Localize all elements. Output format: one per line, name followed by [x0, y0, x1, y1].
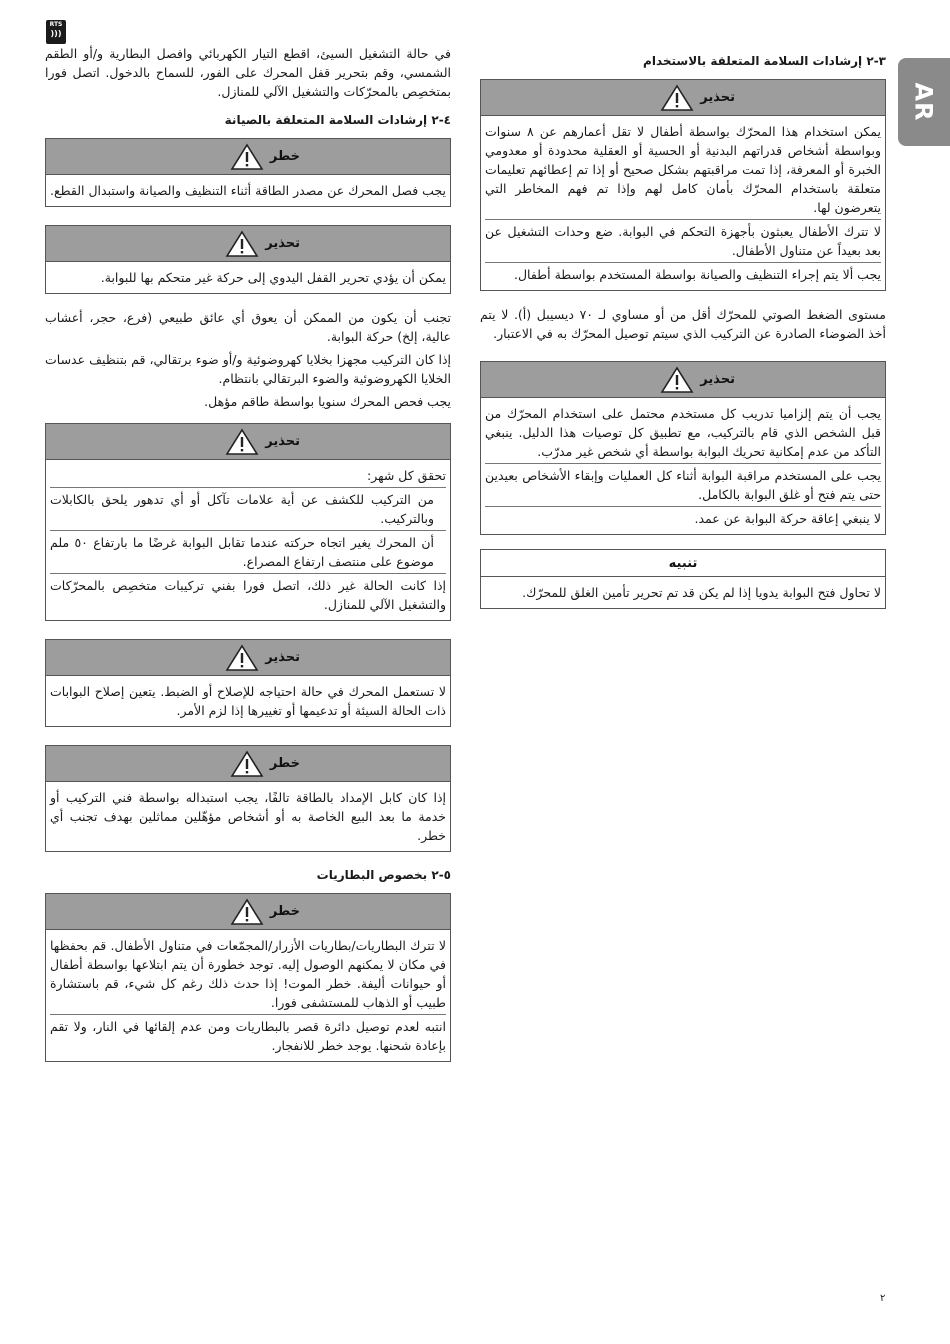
warning-text: يجب على المستخدم مراقبة البوابة أثناء كل العمليات وإبقاء الأشخاص بعيدين حتى يتم فتح أو غلق البوابة بالكامل.	[485, 463, 881, 506]
warning-triangle-icon	[660, 84, 694, 112]
warning-box-body	[481, 398, 885, 534]
caution-text: لا تحاول فتح البوابة يدويا إذا لم يكن قد تم تحرير تأمين الغلق للمحرّك.	[522, 585, 881, 600]
warning-label: تحذير	[265, 434, 300, 449]
rts-logo	[46, 20, 66, 44]
warning-triangle-icon	[225, 644, 259, 672]
malfunction-paragraph: في حالة التشغيل السيئ، اقطع التيار الكهربائي وافصل البطارية و/أو الطقم الشمسي، وقم بتحرير قفل المحرك على الفور، للسماح بالدخول. اتصل فورا بمتخصِص بالمحرّكات والتشغيل الآلي للمنازل.	[45, 46, 451, 99]
warning-text: تحقق كل شهر:	[366, 468, 446, 483]
warning-box-body	[46, 676, 450, 726]
danger-box-body	[46, 782, 450, 851]
danger-label: خطر	[269, 149, 300, 164]
warning-text: لا تترك الأطفال يعبثون بأجهزة التحكم في البوابة. ضع وحدات التشغيل عن بعد بعيداً عن متناول الأطفال.	[485, 219, 881, 262]
warning-text: يجب ألا يتم إجراء التنظيف والصيانة بواسطة المستخدم بواسطة أطفال.	[485, 262, 881, 286]
warning-label: تحذير	[265, 236, 300, 251]
photocell-paragraph: إذا كان التركيب مجهزا بخلايا كهروضوئية و/أو ضوء برتقالي، قم بتنظيف عدسات الخلايا الكهروضوئية والضوء البرتقالي بانتظام.	[45, 352, 451, 386]
danger-box-body	[46, 175, 450, 206]
danger-text: يجب فصل المحرك عن مصدر الطاقة أثناء التنظيف والصيانة واستبدال القطع.	[50, 183, 446, 198]
danger-text: انتبه لعدم توصيل دائرة قصر بالبطاريات ومن عدم إلقائها في النار، ولا تقم بإعادة شحنها. يوجد خطر للانفجار.	[50, 1014, 446, 1057]
warning-box-header	[46, 226, 450, 262]
warning-box-body	[481, 116, 885, 290]
warning-triangle-icon	[225, 428, 259, 456]
warning-box-manual-release	[45, 225, 451, 294]
warning-box-usage	[480, 79, 886, 291]
warning-text: يجب أن يتم إلزاميا تدريب كل مستخدم محتمل على استخدام المحرّك من قبل الشخص الذي قام بالتركيب، مع تطبيق كل توصيات هذا الدليل. ينبغي التأكد من عدم إمكانية تحريك البوابة بواسطة أي شخص غير مدرّب.	[485, 406, 881, 459]
danger-box-header	[46, 894, 450, 930]
danger-box-maintenance	[45, 138, 451, 207]
warning-triangle-icon	[230, 898, 264, 926]
language-tab-label: AR	[910, 82, 938, 122]
noise-level-paragraph: مستوى الضغط الصوتي للمحرّك أقل من أو مساوي لـ ٧٠ ديسيبل (أ). لا يتم أخذ الضوضاء الصادرة عن التركيب الذي سيتم توصيل المحرّك به في الاعتبار.	[480, 307, 886, 341]
danger-text: لا تترك البطاريات/بطاريات الأزرار/المجمّعات في متناول الأطفال. قم بحفظها في مكان لا يمكنهم الوصول إليه. توجد خطورة أن يتم ابتلاعها بواسطة أطفال أو حيوانات أليفة. خطر الموت! إذا حدث ذلك رغم كل شيء، قم باستشارة طبيب أو الذهاب للمستشفى فورا.	[50, 938, 446, 1010]
warning-text: يمكن أن يؤدي تحرير القفل اليدوي إلى حركة غير متحكم بها للبوابة.	[100, 270, 446, 285]
warning-box-body	[46, 460, 450, 620]
warning-subitem: أن المحرك يغير اتجاه حركته عندما تقابل البوابة غرضًا ما بارتفاع ٥٠ ملم موضوع على منتصف ارتفاع المصراع.	[50, 530, 446, 573]
section-heading-5-2: ٥-٢ بخصوص البطاريات	[316, 868, 451, 882]
warning-text: لا تستعمل المحرك في حالة احتياجه للإصلاح أو الضبط. يتعين إصلاح البوابات ذات الحالة السيئة أو تدعيمها أو تغييرها إذا لزم الأمر.	[50, 684, 446, 718]
danger-label: خطر	[269, 904, 300, 919]
danger-text: إذا كان كابل الإمداد بالطاقة تالفًا، يجب استبداله بواسطة فني التركيب أو خدمة ما بعد البيع الخاصة به أو أشخاص مؤهّلين مماثلين بهدف تجنب أي خطر.	[50, 790, 446, 843]
caution-box	[480, 549, 886, 609]
danger-box-header	[46, 746, 450, 782]
caution-box-body	[481, 577, 885, 608]
warning-box-body	[46, 262, 450, 293]
warning-triangle-icon	[230, 750, 264, 778]
warning-box-header	[481, 80, 885, 116]
caution-label: تنبيه	[668, 555, 698, 571]
obstacle-paragraph: تجنب أن يكون من الممكن أن يعوق أي عائق طبيعي (فرع، حجر، أعشاب عالية، إلخ) حركة البوابة.	[45, 310, 451, 344]
danger-label: خطر	[269, 756, 300, 771]
warning-box-header	[46, 424, 450, 460]
warning-label: تحذير	[700, 90, 735, 105]
caution-box-header	[481, 550, 885, 577]
language-tab	[898, 58, 950, 146]
warning-box-header	[46, 640, 450, 676]
warning-triangle-icon	[660, 366, 694, 394]
warning-box-repair	[45, 639, 451, 727]
warning-text: إذا كانت الحالة غير ذلك، اتصل فورا بفني تركيبات متخصِص بالمحرّكات والتشغيل الآلي للمنازل.	[50, 573, 446, 616]
warning-text: يمكن استخدام هذا المحرّك بواسطة أطفال لا تقل أعمارهم عن ٨ سنوات وبواسطة أشخاص قدراتهم البدنية أو الحسية أو العقلية محدودة أو معدومي الخبرة أو المعرفة، إذا تمت مراقبتهم بشكل صحيح أو إذا تم إعطائهم تعليمات متعلقة باستخدام المحرّك بأمان كامل لهم وإذا تم فهم المخاطر التي يتعرضون لها.	[485, 124, 881, 215]
section-heading-3-2: ٣-٢ إرشادات السلامة المتعلقة بالاستخدام	[643, 54, 886, 68]
section-heading-4-2: ٤-٢ إرشادات السلامة المتعلقة بالصيانة	[224, 113, 451, 127]
warning-box-monthly-check	[45, 423, 451, 621]
warning-box-header	[481, 362, 885, 398]
danger-box-header	[46, 139, 450, 175]
page-number: ٢	[880, 1293, 886, 1304]
danger-box-cable	[45, 745, 451, 852]
right-column	[480, 44, 886, 623]
annual-check-paragraph: يجب فحص المحرك سنويا بواسطة طاقم مؤهل.	[204, 394, 451, 409]
warning-box-training	[480, 361, 886, 535]
warning-label: تحذير	[700, 372, 735, 387]
danger-box-batteries	[45, 893, 451, 1062]
warning-text: لا ينبغي إعاقة حركة البوابة عن عمد.	[485, 506, 881, 530]
radio-waves-icon: )))	[50, 29, 62, 38]
logo-text: RTS	[49, 21, 63, 28]
warning-subitem: من التركيب للكشف عن أية علامات تآكل أو أي تدهور يلحق بالكابلات وبالتركيب.	[50, 487, 446, 530]
danger-box-body	[46, 930, 450, 1061]
warning-triangle-icon	[230, 143, 264, 171]
left-column	[45, 44, 451, 1076]
warning-triangle-icon	[225, 230, 259, 258]
warning-label: تحذير	[265, 650, 300, 665]
